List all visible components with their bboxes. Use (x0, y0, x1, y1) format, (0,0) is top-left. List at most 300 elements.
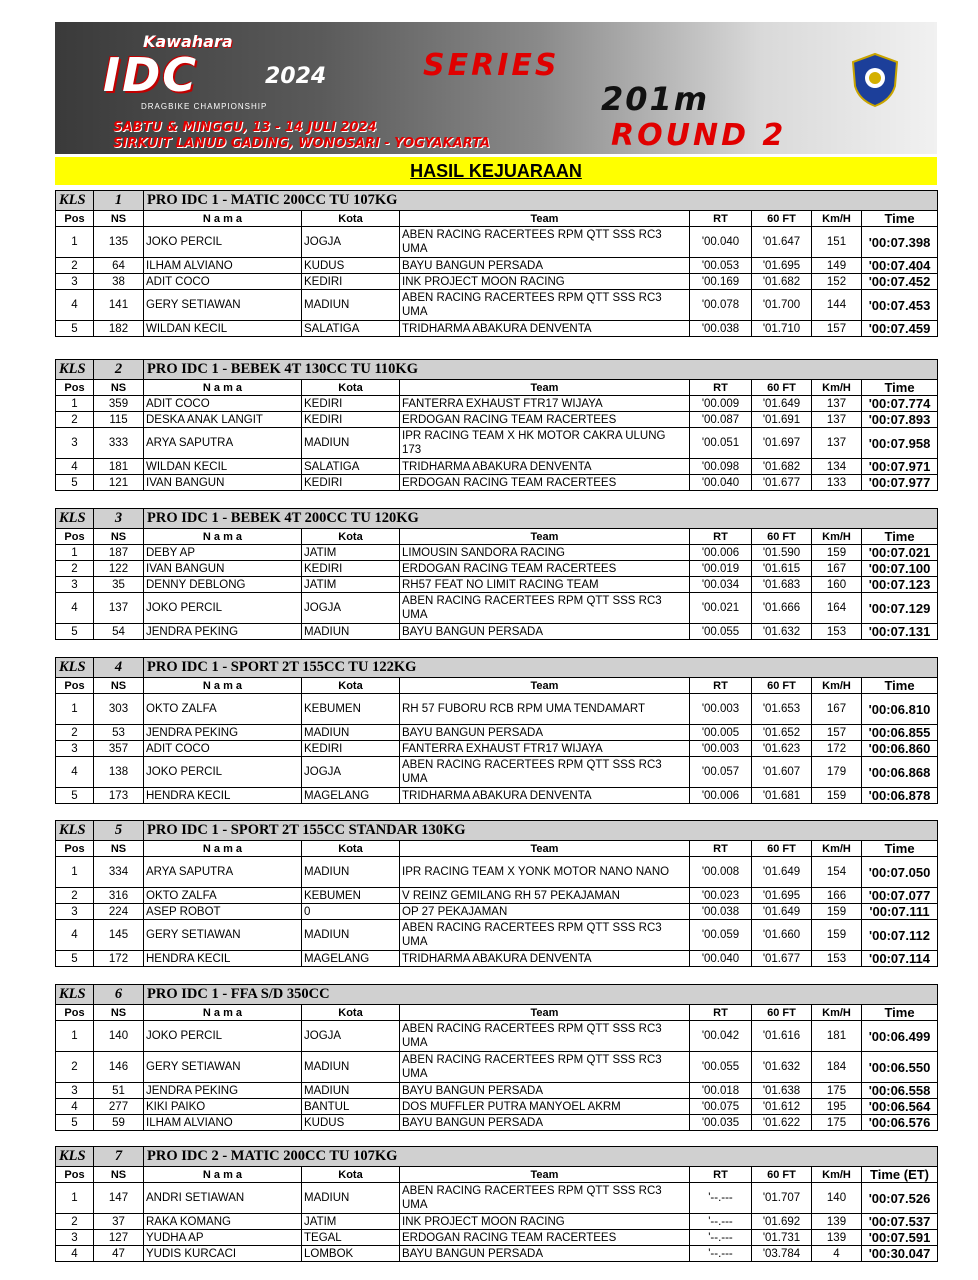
cell-kota: KUDUS (302, 1115, 400, 1131)
results-table (55, 657, 938, 804)
cell-nama: ILHAM ALVIANO (144, 258, 302, 274)
class-number: 2 (94, 360, 144, 380)
column-header-pos: Pos (56, 678, 94, 694)
idc-logo: IDC (103, 48, 199, 102)
cell-nama: ADIT COCO (144, 741, 302, 757)
cell-time: '00:07.077 (862, 888, 938, 904)
cell-team: FANTERRA EXHAUST FTR17 WIJAYA (400, 741, 690, 757)
cell-ft: '01.695 (752, 888, 812, 904)
cell-kmh: 151 (812, 227, 862, 258)
cell-kmh: 159 (812, 904, 862, 920)
cell-pos: 1 (56, 694, 94, 725)
cell-team: TRIDHARMA ABAKURA DENVENTA (400, 459, 690, 475)
cell-kmh: 184 (812, 1052, 862, 1083)
cell-time: '00:07.958 (862, 428, 938, 459)
table-row (56, 428, 938, 459)
cell-ns: 137 (94, 593, 144, 624)
cell-kmh: 166 (812, 888, 862, 904)
table-row (56, 475, 938, 491)
cell-pos: 2 (56, 888, 94, 904)
cell-nama: GERY SETIAWAN (144, 920, 302, 951)
series-label: SERIES (423, 48, 560, 83)
cell-rt: '00.003 (690, 694, 752, 725)
cell-rt: '00.006 (690, 545, 752, 561)
column-header-rt: RT (690, 678, 752, 694)
cell-ft: '01.612 (752, 1099, 812, 1115)
cell-ns: 59 (94, 1115, 144, 1131)
cell-pos: 1 (56, 396, 94, 412)
table-row (56, 1083, 938, 1099)
results-table (55, 508, 938, 640)
cell-kmh: 134 (812, 459, 862, 475)
cell-pos: 5 (56, 788, 94, 804)
cell-ft: '01.590 (752, 545, 812, 561)
cell-nama: OKTO ZALFA (144, 694, 302, 725)
cell-ns: 140 (94, 1021, 144, 1052)
cell-team: ABEN RACING RACERTEES RPM QTT SSS RC3 UMA (400, 1052, 690, 1083)
cell-team: BAYU BANGUN PERSADA (400, 1115, 690, 1131)
cell-kmh: 175 (812, 1083, 862, 1099)
cell-ft: '03.784 (752, 1246, 812, 1262)
cell-team: BAYU BANGUN PERSADA (400, 725, 690, 741)
table-row (56, 1183, 938, 1214)
cell-rt: '00.006 (690, 788, 752, 804)
cell-nama: YUDHA AP (144, 1230, 302, 1246)
column-header-rt: RT (690, 211, 752, 227)
cell-rt: '00.038 (690, 321, 752, 337)
table-row (56, 290, 938, 321)
cell-kmh: 175 (812, 1115, 862, 1131)
class-number: 1 (94, 191, 144, 211)
cell-ns: 333 (94, 428, 144, 459)
class-kls-label: KLS (56, 509, 94, 529)
cell-kmh: 159 (812, 788, 862, 804)
cell-ft: '01.666 (752, 593, 812, 624)
cell-time: '00:06.860 (862, 741, 938, 757)
class-kls-label: KLS (56, 821, 94, 841)
cell-kmh: 167 (812, 561, 862, 577)
distance-label: 201m (601, 80, 710, 118)
cell-pos: 3 (56, 428, 94, 459)
cell-kmh: 149 (812, 258, 862, 274)
cell-ns: 38 (94, 274, 144, 290)
table-row (56, 321, 938, 337)
cell-team: ABEN RACING RACERTEES RPM QTT SSS RC3 UMA (400, 1183, 690, 1214)
cell-rt: '00.051 (690, 428, 752, 459)
cell-kota: KEDIRI (302, 475, 400, 491)
column-header-kota: Kota (302, 380, 400, 396)
column-header-rt: RT (690, 1005, 752, 1021)
cell-nama: JOKO PERCIL (144, 227, 302, 258)
cell-ns: 182 (94, 321, 144, 337)
cell-kota: JATIM (302, 577, 400, 593)
cell-team: INK PROJECT MOON RACING (400, 1214, 690, 1230)
table-row (56, 1021, 938, 1052)
cell-time: '00:30.047 (862, 1246, 938, 1262)
cell-nama: DEBY AP (144, 545, 302, 561)
cell-team: ABEN RACING RACERTEES RPM QTT SSS RC3 UMA (400, 757, 690, 788)
cell-rt: '00.035 (690, 1115, 752, 1131)
cell-pos: 5 (56, 624, 94, 640)
cell-kota: MADIUN (302, 1183, 400, 1214)
cell-kmh: 137 (812, 428, 862, 459)
column-header-pos: Pos (56, 211, 94, 227)
cell-ft: '01.638 (752, 1083, 812, 1099)
class-section (55, 359, 937, 491)
cell-ns: 277 (94, 1099, 144, 1115)
cell-time: '00:07.100 (862, 561, 938, 577)
cell-ns: 173 (94, 788, 144, 804)
class-number: 3 (94, 509, 144, 529)
cell-kota: KEBUMEN (302, 694, 400, 725)
table-row (56, 1214, 938, 1230)
cell-nama: JOKO PERCIL (144, 593, 302, 624)
class-number: 5 (94, 821, 144, 841)
column-header-team: Team (400, 380, 690, 396)
cell-rt: '00.053 (690, 258, 752, 274)
column-header-rt: RT (690, 529, 752, 545)
cell-kota: KEBUMEN (302, 888, 400, 904)
cell-rt: '00.040 (690, 951, 752, 967)
cell-ft: '01.681 (752, 788, 812, 804)
class-kls-label: KLS (56, 658, 94, 678)
cell-rt: '--.--- (690, 1183, 752, 1214)
cell-kmh: 159 (812, 920, 862, 951)
cell-rt: '00.087 (690, 412, 752, 428)
column-header-ft: 60 FT (752, 1005, 812, 1021)
column-header-team: Team (400, 529, 690, 545)
cell-nama: ANDRI SETIAWAN (144, 1183, 302, 1214)
class-section (55, 820, 937, 967)
cell-rt: '00.040 (690, 475, 752, 491)
cell-pos: 3 (56, 1230, 94, 1246)
cell-ns: 64 (94, 258, 144, 274)
cell-ns: 54 (94, 624, 144, 640)
cell-kmh: 139 (812, 1214, 862, 1230)
cell-team: V REINZ GEMILANG RH 57 PEKAJAMAN (400, 888, 690, 904)
cell-kota: MADIUN (302, 428, 400, 459)
cell-ns: 53 (94, 725, 144, 741)
cell-rt: '00.018 (690, 1083, 752, 1099)
class-section (55, 190, 937, 337)
class-name: PRO IDC 1 - SPORT 2T 155CC TU 122KG (144, 658, 938, 678)
cell-nama: JENDRA PEKING (144, 624, 302, 640)
cell-kota: KEDIRI (302, 274, 400, 290)
cell-ns: 357 (94, 741, 144, 757)
cell-time: '00:06.855 (862, 725, 938, 741)
cell-kota: MAGELANG (302, 951, 400, 967)
cell-kmh: 153 (812, 624, 862, 640)
cell-pos: 3 (56, 1083, 94, 1099)
class-name: PRO IDC 2 - MATIC 200CC TU 107KG (144, 1147, 938, 1167)
cell-team: BAYU BANGUN PERSADA (400, 624, 690, 640)
cell-pos: 4 (56, 757, 94, 788)
cell-ns: 138 (94, 757, 144, 788)
cell-ns: 334 (94, 857, 144, 888)
cell-team: DOS MUFFLER PUTRA MANYOEL AKRM (400, 1099, 690, 1115)
column-header-kota: Kota (302, 1005, 400, 1021)
shield-emblem-icon (851, 52, 899, 108)
cell-ft: '01.731 (752, 1230, 812, 1246)
cell-ft: '01.677 (752, 475, 812, 491)
column-header-team: Team (400, 211, 690, 227)
cell-kota: JOGJA (302, 227, 400, 258)
cell-time: '00:07.111 (862, 904, 938, 920)
class-number: 4 (94, 658, 144, 678)
cell-ns: 145 (94, 920, 144, 951)
cell-team: RH 57 FUBORU RCB RPM UMA TENDAMART (400, 694, 690, 725)
column-header-ft: 60 FT (752, 529, 812, 545)
cell-nama: IVAN BANGUN (144, 561, 302, 577)
cell-rt: '00.075 (690, 1099, 752, 1115)
cell-team: INK PROJECT MOON RACING (400, 274, 690, 290)
cell-ns: 135 (94, 227, 144, 258)
cell-pos: 4 (56, 920, 94, 951)
cell-time: '00:06.499 (862, 1021, 938, 1052)
column-header-pos: Pos (56, 841, 94, 857)
cell-pos: 1 (56, 1183, 94, 1214)
cell-ns: 127 (94, 1230, 144, 1246)
cell-kmh: 179 (812, 757, 862, 788)
cell-ns: 147 (94, 1183, 144, 1214)
column-header-pos: Pos (56, 1167, 94, 1183)
cell-team: ERDOGAN RACING TEAM RACERTEES (400, 412, 690, 428)
cell-pos: 3 (56, 577, 94, 593)
cell-team: TRIDHARMA ABAKURA DENVENTA (400, 788, 690, 804)
column-header-kota: Kota (302, 678, 400, 694)
cell-kmh: 154 (812, 857, 862, 888)
column-header-nama: N a m a (144, 678, 302, 694)
cell-ft: '01.632 (752, 624, 812, 640)
cell-ns: 224 (94, 904, 144, 920)
cell-nama: JENDRA PEKING (144, 725, 302, 741)
cell-pos: 4 (56, 290, 94, 321)
table-row (56, 396, 938, 412)
cell-kmh: 152 (812, 274, 862, 290)
cell-kmh: 140 (812, 1183, 862, 1214)
cell-team: ABEN RACING RACERTEES RPM QTT SSS RC3 UMA (400, 593, 690, 624)
column-header-rt: RT (690, 380, 752, 396)
column-header-nama: N a m a (144, 380, 302, 396)
cell-time: '00:07.129 (862, 593, 938, 624)
cell-rt: '00.055 (690, 624, 752, 640)
cell-kota: JOGJA (302, 593, 400, 624)
column-header-kmh: Km/H (812, 211, 862, 227)
cell-time: '00:07.050 (862, 857, 938, 888)
cell-kota: LOMBOK (302, 1246, 400, 1262)
cell-team: ERDOGAN RACING TEAM RACERTEES (400, 475, 690, 491)
table-row (56, 1230, 938, 1246)
cell-nama: JENDRA PEKING (144, 1083, 302, 1099)
cell-ft: '01.660 (752, 920, 812, 951)
cell-team: ABEN RACING RACERTEES RPM QTT SSS RC3 UMA (400, 920, 690, 951)
column-header-ns: NS (94, 678, 144, 694)
column-header-pos: Pos (56, 529, 94, 545)
cell-ft: '01.652 (752, 725, 812, 741)
cell-kmh: 137 (812, 396, 862, 412)
cell-time: '00:06.550 (862, 1052, 938, 1083)
cell-ft: '01.623 (752, 741, 812, 757)
championship-subtitle: DRAGBIKE CHAMPIONSHIP (141, 102, 268, 111)
cell-nama: ADIT COCO (144, 274, 302, 290)
cell-pos: 5 (56, 475, 94, 491)
table-row (56, 1052, 938, 1083)
cell-team: OP 27 PEKAJAMAN (400, 904, 690, 920)
cell-kmh: 153 (812, 951, 862, 967)
cell-time: '00:07.398 (862, 227, 938, 258)
cell-kota: TEGAL (302, 1230, 400, 1246)
column-header-pos: Pos (56, 1005, 94, 1021)
column-header-ft: 60 FT (752, 380, 812, 396)
cell-team: ABEN RACING RACERTEES RPM QTT SSS RC3 UMA (400, 290, 690, 321)
cell-kota: KEDIRI (302, 741, 400, 757)
column-header-team: Team (400, 1005, 690, 1021)
column-header-ft: 60 FT (752, 1167, 812, 1183)
table-row (56, 1115, 938, 1131)
column-header-team: Team (400, 678, 690, 694)
cell-kota: MADIUN (302, 920, 400, 951)
cell-ft: '01.607 (752, 757, 812, 788)
cell-time: '00:07.404 (862, 258, 938, 274)
class-section (55, 984, 937, 1131)
cell-ft: '01.691 (752, 412, 812, 428)
cell-pos: 4 (56, 593, 94, 624)
cell-ft: '01.653 (752, 694, 812, 725)
class-name: PRO IDC 1 - MATIC 200CC TU 107KG (144, 191, 938, 211)
cell-ft: '01.710 (752, 321, 812, 337)
class-number: 6 (94, 985, 144, 1005)
cell-pos: 5 (56, 951, 94, 967)
cell-pos: 1 (56, 227, 94, 258)
cell-nama: JOKO PERCIL (144, 1021, 302, 1052)
table-row (56, 412, 938, 428)
cell-kota: KEDIRI (302, 396, 400, 412)
cell-kota: SALATIGA (302, 321, 400, 337)
cell-ns: 115 (94, 412, 144, 428)
cell-pos: 1 (56, 857, 94, 888)
cell-rt: '00.023 (690, 888, 752, 904)
cell-kmh: 160 (812, 577, 862, 593)
cell-kota: KEDIRI (302, 412, 400, 428)
cell-team: ABEN RACING RACERTEES RPM QTT SSS RC3 UMA (400, 1021, 690, 1052)
cell-ns: 51 (94, 1083, 144, 1099)
class-section (55, 1146, 937, 1262)
cell-time: '00:07.112 (862, 920, 938, 951)
results-table (55, 359, 938, 491)
cell-time: '00:06.558 (862, 1083, 938, 1099)
cell-rt: '00.040 (690, 227, 752, 258)
cell-nama: YUDIS KURCACI (144, 1246, 302, 1262)
cell-ft: '01.692 (752, 1214, 812, 1230)
cell-ft: '01.700 (752, 290, 812, 321)
column-header-kota: Kota (302, 211, 400, 227)
cell-ft: '01.622 (752, 1115, 812, 1131)
cell-nama: OKTO ZALFA (144, 888, 302, 904)
cell-time: '00:07.971 (862, 459, 938, 475)
cell-pos: 2 (56, 412, 94, 428)
cell-time: '00:07.021 (862, 545, 938, 561)
cell-ns: 187 (94, 545, 144, 561)
cell-time: '00:06.868 (862, 757, 938, 788)
class-kls-label: KLS (56, 191, 94, 211)
cell-rt: '00.078 (690, 290, 752, 321)
column-header-kmh: Km/H (812, 1167, 862, 1183)
cell-time: '00:07.452 (862, 274, 938, 290)
column-header-time: Time (ET) (862, 1167, 938, 1183)
cell-ft: '01.683 (752, 577, 812, 593)
cell-rt: '00.055 (690, 1052, 752, 1083)
cell-time: '00:06.810 (862, 694, 938, 725)
table-row (56, 1246, 938, 1262)
cell-pos: 5 (56, 321, 94, 337)
cell-pos: 5 (56, 1115, 94, 1131)
cell-kota: JOGJA (302, 1021, 400, 1052)
class-kls-label: KLS (56, 1147, 94, 1167)
cell-ns: 146 (94, 1052, 144, 1083)
column-header-team: Team (400, 1167, 690, 1183)
event-venue: SIRKUIT LANUD GADING, WONOSARI - YOGYAKARTA (113, 136, 490, 151)
class-name: PRO IDC 1 - SPORT 2T 155CC STANDAR 130KG (144, 821, 938, 841)
class-name: PRO IDC 1 - BEBEK 4T 200CC TU 120KG (144, 509, 938, 529)
column-header-nama: N a m a (144, 529, 302, 545)
class-section (55, 508, 937, 640)
cell-time: '00:07.123 (862, 577, 938, 593)
column-header-kmh: Km/H (812, 841, 862, 857)
cell-time: '00:07.459 (862, 321, 938, 337)
cell-ns: 316 (94, 888, 144, 904)
cell-team: IPR RACING TEAM X YONK MOTOR NANO NANO (400, 857, 690, 888)
cell-rt: '00.034 (690, 577, 752, 593)
cell-rt: '--.--- (690, 1214, 752, 1230)
cell-nama: KIKI PAIKO (144, 1099, 302, 1115)
cell-kmh: 195 (812, 1099, 862, 1115)
cell-kota: JATIM (302, 545, 400, 561)
table-row (56, 741, 938, 757)
class-name: PRO IDC 1 - FFA S/D 350CC (144, 985, 938, 1005)
column-header-kmh: Km/H (812, 380, 862, 396)
cell-pos: 2 (56, 725, 94, 741)
cell-pos: 2 (56, 1052, 94, 1083)
cell-team: BAYU BANGUN PERSADA (400, 1246, 690, 1262)
cell-rt: '--.--- (690, 1230, 752, 1246)
cell-nama: ILHAM ALVIANO (144, 1115, 302, 1131)
cell-ft: '01.615 (752, 561, 812, 577)
cell-rt: '00.005 (690, 725, 752, 741)
column-header-pos: Pos (56, 380, 94, 396)
cell-rt: '00.042 (690, 1021, 752, 1052)
cell-rt: '00.057 (690, 757, 752, 788)
cell-rt: '00.038 (690, 904, 752, 920)
cell-kmh: 167 (812, 694, 862, 725)
cell-team: FANTERRA EXHAUST FTR17 WIJAYA (400, 396, 690, 412)
cell-ns: 359 (94, 396, 144, 412)
cell-time: '00:07.526 (862, 1183, 938, 1214)
column-header-nama: N a m a (144, 1167, 302, 1183)
column-header-rt: RT (690, 1167, 752, 1183)
cell-nama: ASEP ROBOT (144, 904, 302, 920)
class-kls-label: KLS (56, 985, 94, 1005)
event-year: 2024 (265, 64, 327, 89)
column-header-kota: Kota (302, 529, 400, 545)
cell-kmh: 159 (812, 545, 862, 561)
cell-rt: '00.003 (690, 741, 752, 757)
cell-rt: '00.169 (690, 274, 752, 290)
cell-rt: '--.--- (690, 1246, 752, 1262)
cell-kota: SALATIGA (302, 459, 400, 475)
cell-ft: '01.682 (752, 459, 812, 475)
results-table (55, 820, 938, 967)
cell-ft: '01.695 (752, 258, 812, 274)
